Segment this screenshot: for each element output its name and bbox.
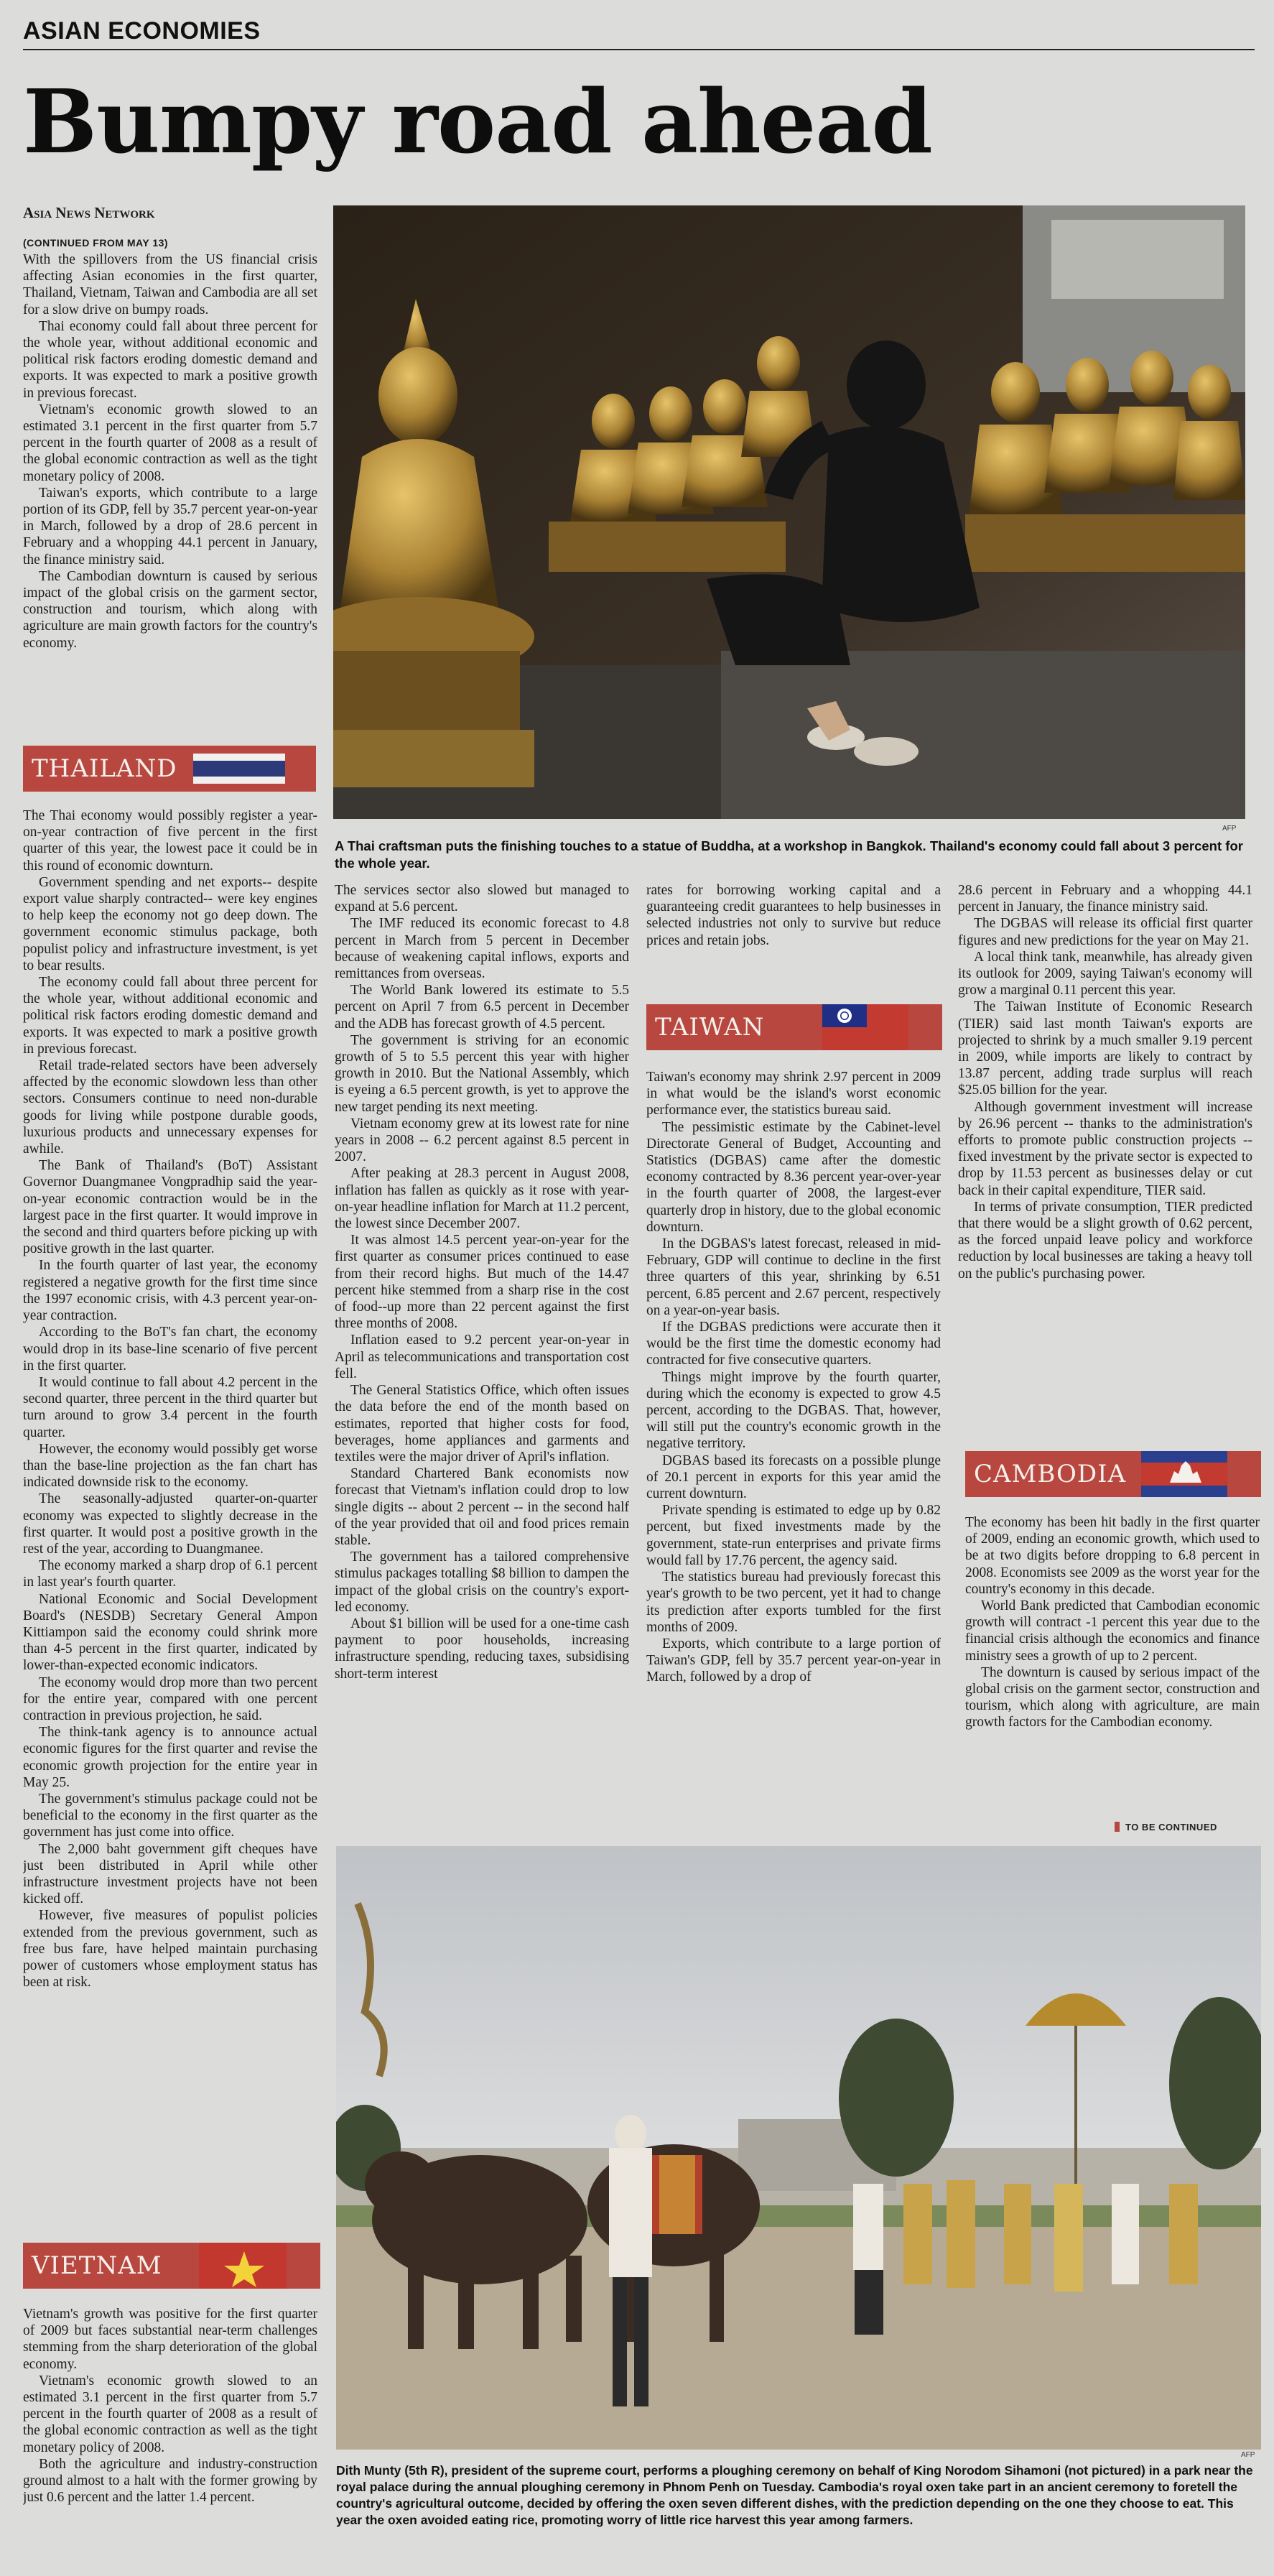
paragraph: The economy could fall about three percent for the whole year, without additional economic and political risk factors eroding domestic demand and exports. It was expected to mark a positive growth in previous forecast. [23,975,317,1057]
temple-icon [1141,1451,1227,1497]
to-be-continued: TO BE CONTINUED [1115,1822,1217,1833]
cambodia-banner [965,1451,1261,1497]
paragraph: Both the agriculture and industry-construction ground almost to a halt with the former growing by just 0.6 percent and the latter 1.4 percent. [23,2456,317,2506]
thailand-banner-label: THAILAND [23,746,193,792]
paragraph: Vietnam economy grew at its lowest rate for nine years in 2008 -- 6.2 percent against 8.5 percent in 2007. [335,1116,629,1165]
thailand-column [23,807,317,2244]
paragraph: National Economic and Social Development Board's (NESDB) Secretary General Ampon Kittiampon said the economy could shrink more than 4-5 percent in the first quarter, indicated by lower-than-expected economic indicators. [23,1591,317,1674]
top-rule [23,49,1255,50]
paragraph: Vietnam's economic growth slowed to an estimated 3.1 percent in the first quarter from 5.7 percent in the fourth quarter of 2008 as a result of the global economic contraction as well as the tight monetary policy of 2008. [23,2373,317,2455]
paragraph: The IMF reduced its economic forecast to 4.8 percent in March from 5 percent in December because of weakening capital inflows, exports and remittances from overseas. [335,916,629,982]
section-label: ASIAN ECONOMIES [23,17,261,45]
paragraph: After peaking at 28.3 percent in August 2008, inflation has fallen as quickly as it rose with year-on-year headline inflation for March at 11.2 percent, the lowest since December 2007. [335,1166,629,1232]
paragraph: About $1 billion will be used for a one-time cash payment to poor households, increasing infrastructure spending, reducing taxes, subsidising short-term interest [335,1616,629,1682]
paragraph: Things might improve by the fourth quarter, during which the economy is expected to grow 4.5 percent, according to the DGBAS. That, however, will still put the country's economic growth in the negative territory. [646,1369,941,1452]
paragraph: The Taiwan Institute of Economic Research (TIER) said last month Taiwan's exports are projected to shrink by a much smaller 9.19 percent in 2009, while imports are likely to contract by 13.87 percent, adding trade surplus will reach $25.05 billion for the year. [958,999,1252,1098]
paragraph: Vietnam's economic growth slowed to an estimated 3.1 percent in the first quarter from 5.7 percent in the fourth quarter of 2008 as a result of the global economic contraction as well as the tight monetary policy of 2008. [23,402,317,484]
paragraph: DGBAS based its forecasts on a possible plunge of 20.1 percent in exports for this year amid the current downturn. [646,1453,941,1502]
paragraph: The pessimistic estimate by the Cabinet-level Directorate General of Budget, Accounting and Statistics (DGBAS) came after the domestic economy contracted by 8.36 percent year-over-year in the fourth quarter of 2008, the largest-ever quarterly drop in history, due to the global economic downturn. [646,1119,941,1235]
photo2-caption: Dith Munty (5th R), president of the supreme court, performs a ploughing ceremony on behalf of King Norodom Sihamoni (not pictured) in a park near the royal palace during the annual ploughing ceremony in Phnom Penh on Tuesday. Cambodia's royal oxen take part in an ancient ceremony to foretell the country's agricultural outcome, decided by offering the oxen seven different dishes, with the prediction depending on the one they choose to eat. This year the oxen avoided eating rice, promoting worry of little rice harvest this year among farmers. [336,2463,1253,2527]
paragraph: With the spillovers from the US financial crisis affecting Asian economies in the first quarter, Thailand, Vietnam, Taiwan and Cambodia are all set for a slow drive on bumpy roads. [23,252,317,318]
paragraph: 28.6 percent in February and a whopping 44.1 percent in January, the finance ministry said. [958,883,1252,915]
paragraph: The economy marked a sharp drop of 6.1 percent in last year's fourth quarter. [23,1558,317,1590]
paragraph: The economy has been hit badly in the first quarter of 2009, ending an economic growth, which used to be at two digits before dropping to 6.8 percent in 2008. Economists see 2009 as the worst year for the country's economy in this decade. [965,1515,1260,1597]
paragraph: Although government investment will increase by 26.96 percent -- thanks to the administration's efforts to promote public construction projects -- fixed investment by the private sector is expected to drop by 11.53 percent as businesses delay or cut back in their capital expenditure, TIER said. [958,1099,1252,1198]
paragraph: The seasonally-adjusted quarter-on-quarter economy was expected to slightly decrease in the first quarter. It would post a positive growth in the rest of the year, according to Duangmanee. [23,1491,317,1557]
paragraph: World Bank predicted that Cambodian economic growth will contract -1 percent this year due to the financial crisis although the economics and finance ministry sees a growth of up to 2 percent. [965,1598,1260,1664]
paragraph: The World Bank lowered its estimate to 5.5 percent on April 7 from 6.5 percent in December and the ADB has forecast growth of 4.5 percent. [335,983,629,1032]
paragraph: Vietnam's growth was positive for the first quarter of 2009 but faces substantial near-term challenges stemming from the sharp deterioration of the global economy. [23,2307,317,2372]
paragraph: Thai economy could fall about three percent for the whole year, without additional economic and political risk factors eroding domestic demand and exports. It was expected to mark a positive growth in previous forecast. [23,318,317,401]
paragraph: In the fourth quarter of last year, the economy registered a negative growth for the first time since the 1997 economic crisis, with 4.3 percent year-on-year contraction. [23,1258,317,1324]
paragraph: Exports, which contribute to a large portion of Taiwan's GDP, fell by 35.7 percent year-on-year in March, followed by a drop of [646,1636,941,1685]
sun-icon [822,1004,867,1027]
paragraph: The services sector also slowed but managed to expand at 5.6 percent. [335,883,629,915]
paragraph: The General Statistics Office, which often issues the data before the end of the month based on estimates, reported that higher costs for food, beverages, home appliances and garments and textiles were the major driver of April's inflation. [335,1383,629,1465]
paragraph: Private spending is estimated to edge up by 0.82 percent, but fixed investments made by the government, state-run enterprises and private firms would fall by 17.76 percent, the agency said. [646,1503,941,1568]
paragraph: Standard Chartered Bank economists now forecast that Vietnam's inflation could drop to low single digits -- about 2 percent -- in the second half of the year provided that oil and food prices remain stable. [335,1466,629,1548]
intro-column [23,251,317,733]
paragraph: The DGBAS will release its official first quarter figures and new predictions for the year on May 21. [958,916,1252,948]
paragraph: The downturn is caused by serious impact of the global crisis on the garment sector, construction and tourism, which along with agriculture, are main growth factors for the Cambodian economy. [965,1664,1260,1731]
paragraph: The 2,000 baht government gift cheques have just been distributed in April while other infrastructure investment projects have not been kicked off. [23,1841,317,1907]
paragraph: Government spending and net exports-- despite export value sharply contracted-- were key engines to help keep the economy not go deep down. The government economic stimulus package, both populist policy and infrastructure investment, is yet to bear results. [23,874,317,973]
paragraph: The government is striving for an economic growth of 5 to 5.5 percent this year with higher growth in 2010. But the National Assembly, which is eyeing a 6.5 percent growth, is yet to approve the new target pending its next meeting. [335,1032,629,1115]
paragraph: If the DGBAS predictions were accurate then it would be the first time the domestic economy had contracted for five consecutive quarters. [646,1320,941,1368]
paragraph: The statistics bureau had previously forecast this year's growth to be two percent, yet it had to change its prediction after exports tumbled for the first months of 2009. [646,1570,941,1635]
taiwan-banner [646,1004,942,1050]
paragraph: The government has a tailored comprehensive stimulus packages totalling $8 billion to dampen the impact of the global crisis on the country's export-led economy. [335,1549,629,1615]
ploughing-ceremony-photo [336,1846,1261,2450]
paragraph: It was almost 14.5 percent year-on-year for the first quarter as consumer prices continued to ease from their record highs. But much of the 14.47 percent hike stemmed from a sharp rise in the cost of food--up more than 22 percent against the first three months of 2008. [335,1233,629,1332]
paragraph: However, the economy would possibly get worse than the base-line projection as the fan chart has indicated downside risk to the economy. [23,1441,317,1491]
cambodia-banner-label: CAMBODIA [965,1451,1141,1497]
cambodia-flag-icon [1141,1451,1227,1497]
paragraph: In the DGBAS's latest forecast, released in mid-February, GDP will continue to decline in the first three quarters of this year, shrinking by 6.51 percent, 6.85 percent and 2.67 percent, respectively on a year-on-year basis. [646,1236,941,1318]
photo1-credit: AFP [1222,825,1237,833]
paragraph: The think-tank agency is to announce actual economic figures for the first quarter and revise the economic growth projection for the entire year in May 25. [23,1725,317,1790]
buddha-workshop-photo [333,205,1245,819]
vietnam-banner-label: VIETNAM [23,2243,199,2289]
paragraph: According to the BoT's fan chart, the economy would drop in its base-line scenario of five percent in the first quarter. [23,1325,317,1373]
paragraph: The Cambodian downturn is caused by serious impact of the global crisis on the garment sector, construction and tourism, which along with agriculture are main growth factors for the country's economy. [23,568,317,651]
paragraph: The economy would drop more than two percent for the entire year, compared with one percent contraction in previous projection, he said. [23,1674,317,1723]
continued-from: (CONTINUED FROM MAY 13) [23,237,169,249]
paragraph: The Thai economy would possibly register a year-on-year contraction of five percent in the first quarter of this year, the lowest pace it could be in this round of economic downturn. [23,808,317,874]
byline: Asia News Network [23,204,155,221]
vietnam-column [23,2306,317,2565]
cambodia-column [965,1514,1260,1816]
taiwan-column-continued [958,882,1252,1435]
paragraph: Taiwan's economy may shrink 2.97 percent in 2009 in what would be the island's worst economic performance ever, the statistics bureau said. [646,1070,941,1118]
paragraph: The Bank of Thailand's (BoT) Assistant Governor Duangmanee Vongpradhip said the year-on-year economic contraction would be in the largest pace in the first quarter. It would improve in the second and third quarters before picking up with positive growth in the last quarter. [23,1158,317,1257]
taiwan-flag-icon [822,1004,908,1050]
paragraph: Inflation eased to 9.2 percent year-on-year in April as telecommunications and transportation cost fell. [335,1333,629,1381]
vietnam-column-end [646,882,941,997]
paragraph: It would continue to fall about 4.2 percent in the second quarter, three percent in the third quarter but turn around to grow 3.4 percent in the fourth quarter. [23,1374,317,1440]
paragraph: Taiwan's exports, which contribute to a large portion of its GDP, fell by 35.7 percent year-on-year in March, followed by a drop of 28.6 percent in February and a whopping 44.1 percent in January, the finance ministry said. [23,485,317,567]
taiwan-banner-label: TAIWAN [646,1004,822,1050]
paragraph: rates for borrowing working capital and a guaranteeing credit guarantees to help businesses in selected industries not only to survive but reduce prices and retain jobs. [646,883,941,948]
photo2-credit: AFP [1241,2451,1255,2459]
star-icon [199,2243,287,2289]
paragraph: In terms of private consumption, TIER predicted that there would be a slight growth of 0.62 percent, as the forced unpaid leave policy and workforce reduction by local businesses are taking a heavy toll on the public's purchasing power. [958,1199,1252,1282]
paragraph: However, five measures of populist policies extended from the previous government, such as free bus fare, have helped maintain purchasing power of customers whose employment status has been at risk. [23,1908,317,1991]
vietnam-flag-icon [199,2243,287,2289]
paragraph: A local think tank, meanwhile, has already given its outlook for 2009, saying Taiwan's economy will grow a marginal 0.11 percent this year. [958,949,1252,999]
taiwan-column [646,1069,941,1816]
photo1-caption: A Thai craftsman puts the finishing touches to a statue of Buddha, at a workshop in Bangkok. Thailand's economy could fall about 3 percent for the whole year. [335,838,1243,871]
thailand-banner [23,746,316,792]
paragraph: Retail trade-related sectors have been adversely affected by the economic slowdown less than other sectors. Consumers continue to need non-durable goods for living while postpone durable goods, luxurious products and unnecessary expenses for awhile. [23,1058,317,1157]
vietnam-banner [23,2243,320,2289]
vietnam-column-continued [335,882,629,1816]
headline: Bumpy road ahead [23,70,932,173]
thailand-flag-icon [193,746,285,792]
paragraph: The government's stimulus package could not be beneficial to the economy in the first quarter as the government has just come into office. [23,1791,317,1840]
